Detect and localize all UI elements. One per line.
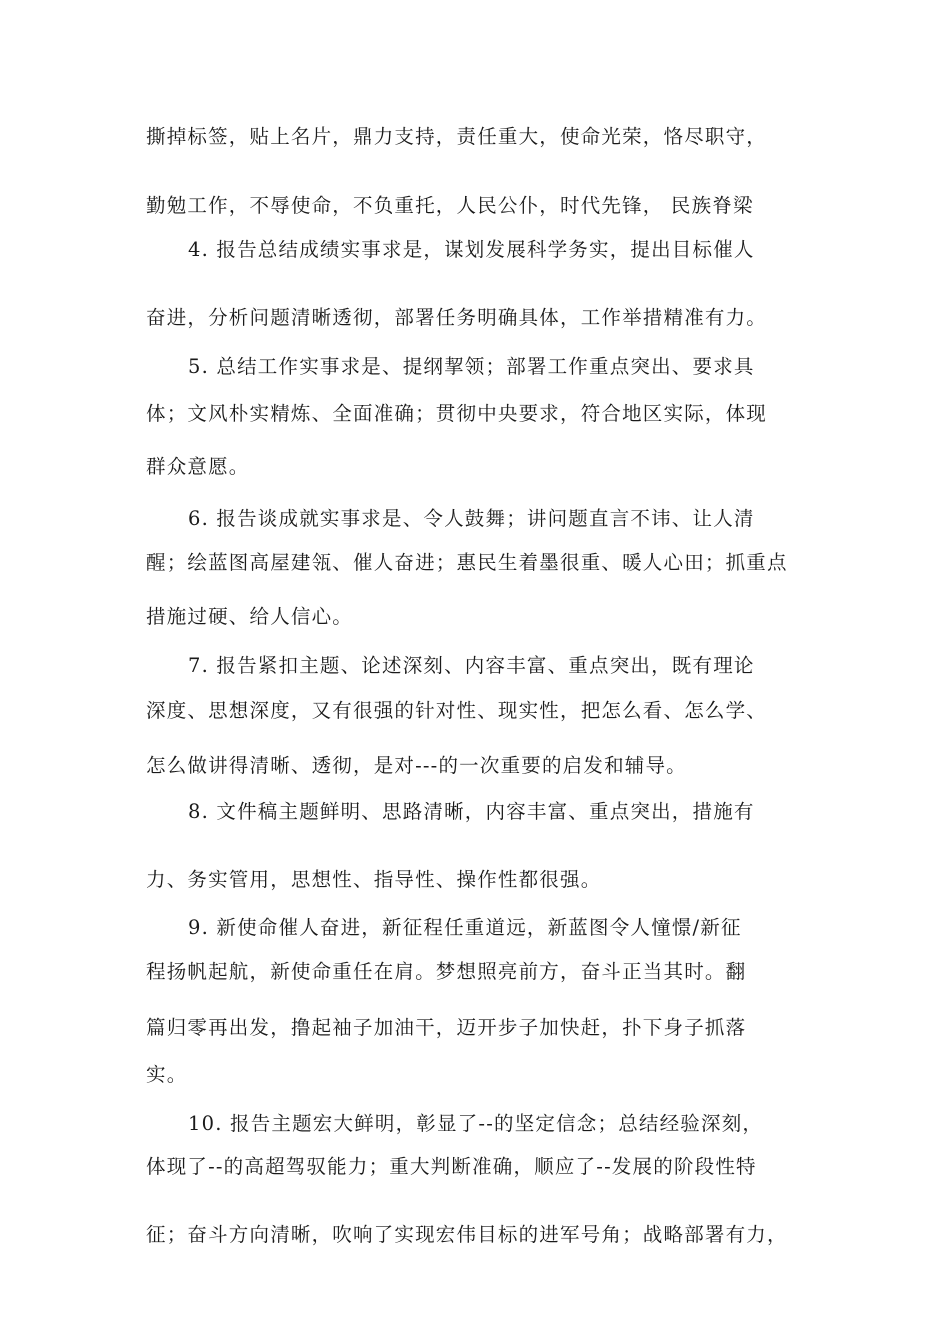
text-line: 群众意愿。 xyxy=(146,455,250,478)
text-line: 醒；绘蓝图高屋建瓴、催人奋进；惠民生着墨很重、暖人心田；抓重点 xyxy=(146,551,788,574)
text-line: 篇归零再出发，撸起袖子加油干，迈开步子加快赶，扑下身子抓落 xyxy=(146,1016,747,1039)
paragraph-9-start: 9. 新使命催人奋进，新征程任重道远，新蓝图令人憧憬/新征 xyxy=(188,916,742,939)
text-line: 程扬帆起航，新使命重任在肩。梦想照亮前方，奋斗正当其时。翻 xyxy=(146,960,747,983)
text-line: 撕掉标签，贴上名片，鼎力支持，责任重大，使命光荣，恪尽职守， xyxy=(146,125,768,148)
text-line: 措施过硬、给人信心。 xyxy=(146,605,354,628)
paragraph-8-start: 8. 文件稿主题鲜明、思路清晰，内容丰富、重点突出，措施有 xyxy=(188,800,755,823)
text-line: 深度、思想深度，又有很强的针对性、现实性，把怎么看、怎么学、 xyxy=(146,699,768,722)
text-line: 体现了--的高超驾驭能力；重大判断准确，顺应了--发展的阶段性特 xyxy=(146,1155,757,1178)
text-line: 力、务实管用，思想性、指导性、操作性都很强。 xyxy=(146,868,602,891)
text-line: 征；奋斗方向清晰，吹响了实现宏伟目标的进军号角；战略部署有力， xyxy=(146,1223,788,1246)
text-line: 勤勉工作，不辱使命，不负重托，人民公仆，时代先锋， 民族脊梁 xyxy=(146,194,754,217)
paragraph-10-start: 10. 报告主题宏大鲜明，彰显了--的坚定信念；总结经验深刻， xyxy=(188,1112,764,1135)
paragraph-5-start: 5. 总结工作实事求是、提纲挈领；部署工作重点突出、要求具 xyxy=(188,355,755,378)
paragraph-7-start: 7. 报告紧扣主题、论述深刻、内容丰富、重点突出，既有理论 xyxy=(188,654,755,677)
text-line: 怎么做讲得清晰、透彻，是对---的一次重要的启发和辅导。 xyxy=(146,754,687,777)
text-line: 实。 xyxy=(146,1063,188,1086)
paragraph-6-start: 6. 报告谈成就实事求是、令人鼓舞；讲问题直言不讳、让人清 xyxy=(188,507,755,530)
paragraph-4-start: 4. 报告总结成绩实事求是，谋划发展科学务实，提出目标催人 xyxy=(188,238,755,261)
text-line: 奋进，分析问题清晰透彻，部署任务明确具体，工作举措精准有力。 xyxy=(146,306,768,329)
text-line: 体；文风朴实精炼、全面准确；贯彻中央要求，符合地区实际，体现 xyxy=(146,402,768,425)
